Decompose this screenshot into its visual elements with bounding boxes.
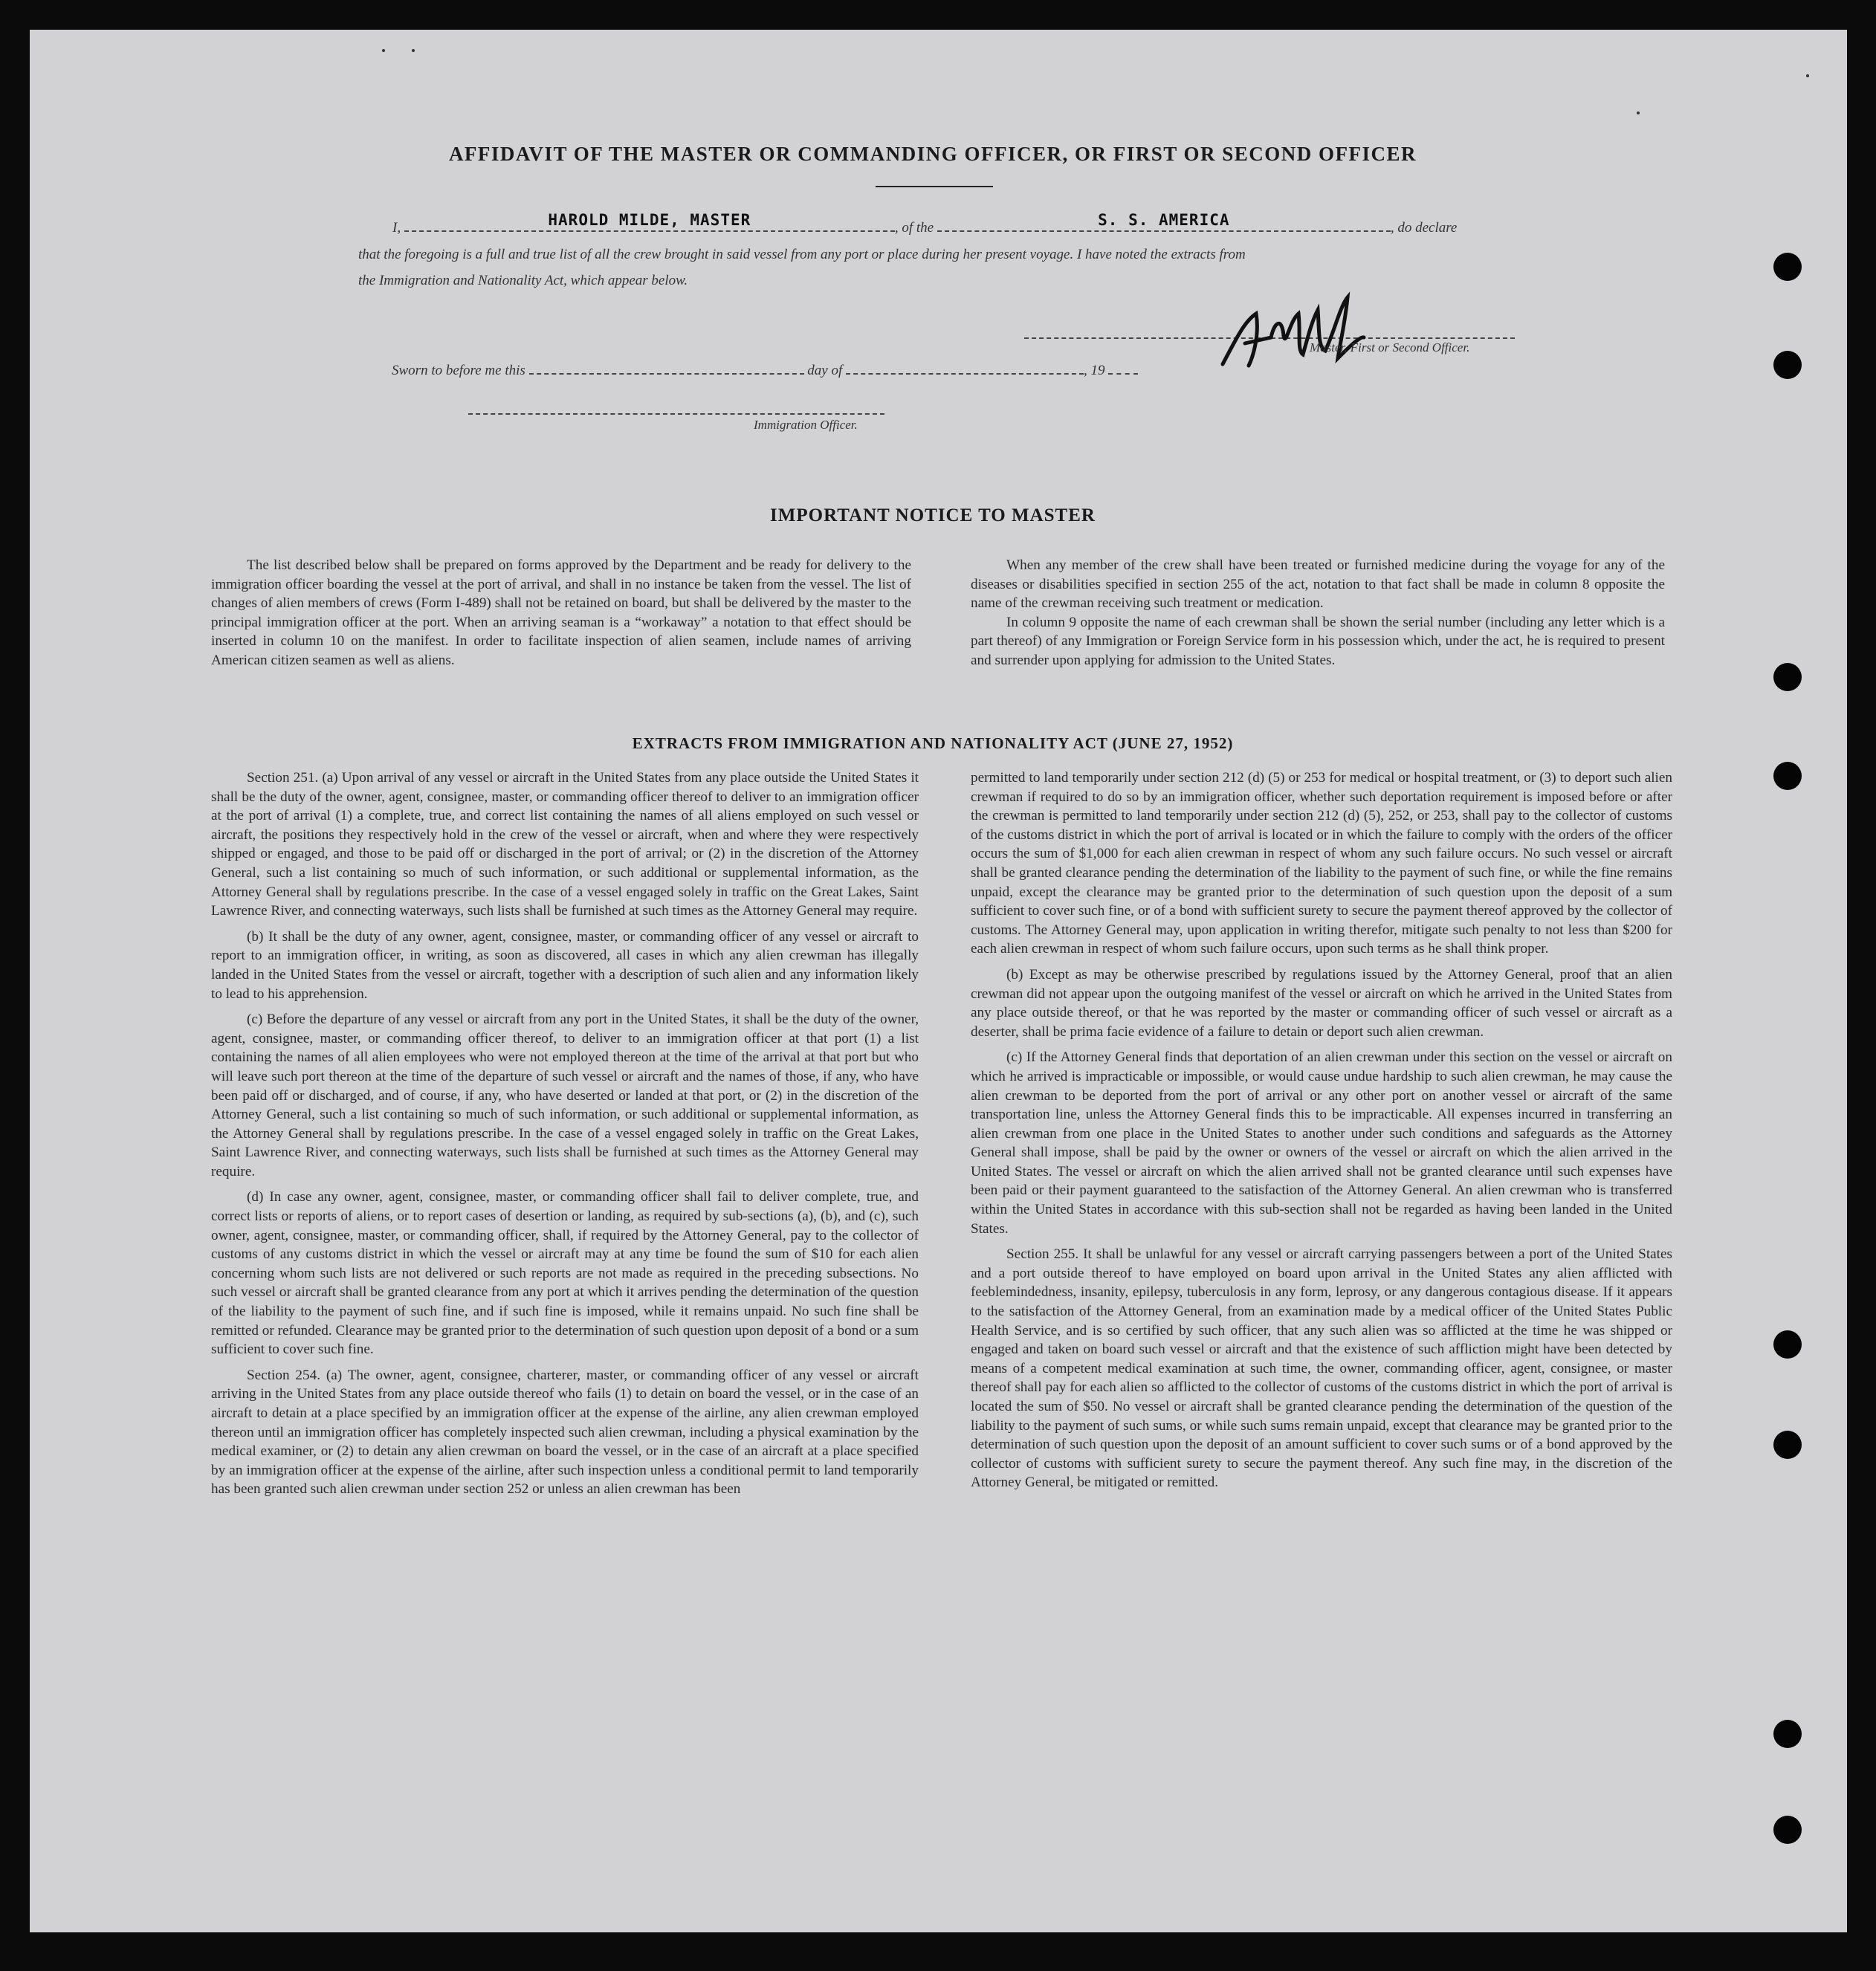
scan-speck xyxy=(382,49,385,52)
binder-hole xyxy=(1773,1330,1802,1359)
section-251-b: (b) It shall be the duty of any owner, agent, consignee, master, or commanding officer of any vessel or aircraft to report to an immigration officer, in writing, as soon as discovered, all cases in which any alien crewman has illegally landed in the United States from the vessel or aircraft, together with a description of such alien and any information likely to lead to his apprehension. xyxy=(211,928,919,1002)
extracts-left-column xyxy=(211,768,919,1506)
section-251-d: (d) In case any owner, agent, consignee, master, or commanding officer shall fail to deliver complete, true, and correct lists or reports of aliens, or to report cases of desertion or landing, as required by sub-sections (a), (b), and (c), such owner, agent, consignee, master, or commanding officer, shall, if required by the Attorney General, pay to the collector of customs of any customs district in which the vessel or aircraft may at any time be found the sum of $10 for each alien concerning whom such lists are not delivered or such reports are not made as required in the preceding subsections. No such vessel or aircraft shall be granted clearance from any port at which it arrives pending the determination of the question of the liability to the payment of such fine, and if such fine is imposed, while it remains unpaid. No such fine shall be remitted or refunded. Clearance may be granted prior to the determination of such question upon deposit of a bond or a sum sufficient to cover such fine. xyxy=(211,1189,919,1358)
section-251-c: (c) Before the departure of any vessel or aircraft from any port in the United States, it shall be the duty of the owner, agent, consignee, master, or commanding officer thereof, to deliver to an immigration officer at that port (1) a list containing the names of all alien employees who were not employed thereon at the time of the arrival at that port but who will leave such port thereon at the time of the departure of such vessel or aircraft and the names of those, if any, who have been paid off or discharged, and of course, if any, who have deserted or landed at that port, or (2) in the discretion of the Attorney General, such a list containing so much of such information, or such additional or supplemental information, as the Attorney General shall by regulations prescribe. In the case of a vessel engaged solely in traffic on the Great Lakes, Saint Lawrence River, and connecting waterways, such lists shall be furnished at such times as the Attorney General may require. xyxy=(211,1012,919,1179)
immigration-officer-line xyxy=(468,413,884,415)
master-name-field xyxy=(404,211,895,232)
binder-hole xyxy=(1773,663,1802,691)
notice-right-paragraph-2: In column 9 opposite the name of each crewman shall be shown the serial number (including any letter which is a part thereof) of any Immigration or Foreign Service form in his possession which, under the act, he is required to present and surrender upon applying for admission to the United States. xyxy=(971,614,1665,668)
title-divider xyxy=(876,186,993,187)
sworn-line xyxy=(392,363,1138,379)
binder-hole xyxy=(1773,1720,1802,1748)
section-254-a: Section 254. (a) The owner, agent, consignee, charterer, master, or commanding officer of any vessel or aircraft arriving in the United States from any place outside thereof who fails (1) to detain on board the vessel, or in the case of an aircraft to detain at a place specified by an immigration officer at the expense of the airline, any alien crewman employed thereon until an immigration officer has completely inspected such alien crewman, including a physical examination by the medical examiner, or (2) to detain any alien crewman on board the vessel, or in the case of an aircraft at a place specified by an immigration officer at the expense of the airline, after such inspection unless a conditional permit to land temporarily has been granted such alien crewman under section 252 or unless an alien crewman has been xyxy=(211,1367,919,1498)
extracts-right-column xyxy=(971,768,1672,1499)
section-251-a: Section 251. (a) Upon arrival of any vessel or aircraft in the United States from any place outside the United States it shall be the duty of the owner, agent, consignee, master, or commanding officer thereof to deliver to an immigration officer at the port of arrival (1) a complete, true, and correct list containing the names of all aliens employed on such vessel or aircraft, the positions they respectively hold in the crew of the vessel or aircraft, when and where they were respectively shipped or engaged, and those to be paid off or discharged in the port of arrival; or (2) in the discretion of the Attorney General, such a list containing so much of such information, or such additional or supplemental information, as the Attorney General shall by regulations prescribe. In the case of a vessel engaged solely in traffic on the Great Lakes, Saint Lawrence River, and connecting waterways, such lists shall be furnished at such times as the Attorney General may require. xyxy=(211,770,919,919)
prefix-i: I, xyxy=(392,220,401,236)
master-name-value: HAROLD MILDE, MASTER xyxy=(548,211,751,229)
document-page xyxy=(30,30,1847,1932)
binder-hole xyxy=(1773,762,1802,790)
section-255: Section 255. It shall be unlawful for any vessel or aircraft carrying passengers between a port of the United States and a port outside thereof to have employed on board upon arrival in the United States any alien afflicted with feeblemindedness, insanity, epilepsy, tuberculosis in any form, leprosy, or any dangerous contagious disease. If it appears to the satisfaction of the Attorney General, from an examination made by a medical officer of the United States Public Health Service, and is so certified by such officer, that any such alien was so afflicted at the time he was shipped or engaged and taken on board such vessel or aircraft and that the existence of such affliction might have been detected by means of a competent medical examination at such time, the owner, commanding officer, agent, consignee, or master thereof shall pay for each alien so afflicted to the collector of customs of the customs district in which the port of arrival is located the sum of $50. No vessel or aircraft shall be granted clearance pending the determination of the question of the liability to the payment of such sums, or while such sums remain unpaid, except that clearance may be granted prior to the determination of such question upon the deposit of an amount sufficient to cover such sums or of a bond approved by the collector of customs with sufficient surety to secure the payment thereof. Any such fine may, in the discretion of the Attorney General, be mitigated or remitted. xyxy=(971,1246,1672,1491)
notice-right-column xyxy=(971,556,1665,677)
signature-caption: Master, First or Second Officer. xyxy=(1310,340,1470,355)
immigration-officer-caption: Immigration Officer. xyxy=(754,418,858,432)
sworn-prefix: Sworn to before me this xyxy=(392,363,525,378)
master-signature xyxy=(1215,291,1386,381)
scan-speck xyxy=(1637,111,1640,114)
notice-left-column xyxy=(211,556,911,677)
binder-hole xyxy=(1773,351,1802,379)
extracts-title: EXTRACTS FROM IMMIGRATION AND NATIONALITY ACT (JUNE 27, 1952) xyxy=(632,734,1234,752)
of-the-label: , of the xyxy=(894,220,934,236)
binder-hole xyxy=(1773,253,1802,281)
day-of-label: day of xyxy=(807,363,843,378)
binder-hole xyxy=(1773,1816,1802,1844)
section-254-c: (c) If the Attorney General finds that deportation of an alien crewman under this section on the vessel or aircraft on which he arrived is impracticable or impossible, or would cause undue hardship to such alien crewman, he may cause the alien crewman to be deported from the port of arrival or any other port on another vessel or aircraft of the same transportation line, unless the Attorney General finds this to be impracticable. All expenses incurred in transferring an alien crewman from one place in the United States to another under such conditions and safeguards as the Attorney General shall impose, shall be paid by the owner or owners of the vessel or aircraft on which the alien arrived in the United States. The vessel or aircraft on which the alien arrived shall not be granted clearance until such expenses have been paid or their payment guaranteed to the satisfaction of the Attorney General. An alien crewman who is transferred within the United States in accordance with this sub-section shall not be regarded as having been landed in the United States. xyxy=(971,1049,1672,1237)
sworn-day-field xyxy=(529,363,804,375)
section-254-b: (b) Except as may be otherwise prescribed by regulations issued by the Attorney General, proof that an alien crewman did not appear upon the outgoing manifest of the vessel or aircraft on which he arrived in the United States from any place outside thereof, or that he was reported by the master or commanding officer of such vessel or aircraft as a deserter, shall be prima facie evidence of a failure to detain or deport such alien crewman. xyxy=(971,966,1672,1040)
notice-right-paragraph-1: When any member of the crew shall have been treated or furnished medicine during the voyage for any of the diseases or disabilities specified in section 255 of the act, notation to that fact shall be made in column 8 opposite the name of the crewman receiving such treatment or medication. xyxy=(971,557,1665,612)
declaration-line xyxy=(392,211,1458,236)
notice-left-paragraph: The list described below shall be prepared on forms approved by the Department and be ready for delivery to the immigration officer boarding the vessel at the port of arrival, and shall in no instance be taken from the vessel. The list of changes of alien members of crews (Form I-489) shall not be retained on board, but shall be delivered by the master to the principal immigration officer at the port. When an arriving seaman is a “workaway” a notation to that effect should be inserted in column 10 on the manifest. In order to facilitate inspection of alien seamen, include names of arriving American citizen seamen as well as aliens. xyxy=(211,557,911,668)
sworn-month-field xyxy=(846,363,1084,375)
vessel-name-value: S. S. AMERICA xyxy=(1098,211,1230,229)
year-prefix: , 19 xyxy=(1084,363,1105,378)
affidavit-title: AFFIDAVIT OF THE MASTER OR COMMANDING OFFICER, OR FIRST OR SECOND OFFICER xyxy=(448,143,1417,165)
scan-speck xyxy=(1806,74,1809,77)
scan-speck xyxy=(412,49,415,52)
sworn-year-field xyxy=(1108,363,1138,375)
do-declare-label: , do declare xyxy=(1390,220,1458,236)
vessel-name-field xyxy=(937,211,1391,232)
section-254-a-continued: permitted to land temporarily under section 212 (d) (5) or 253 for medical or hospital treatment, or (3) to deport such alien crewman if required to do so by an immigration officer, whether such deportation requirement is imposed before or after the crewman is permitted to land temporarily under section 212 (d) (5), 252, or 253, shall pay to the collector of customs of the customs district in which the port of arrival is located or in which the failure to comply with the orders of the officer occurs the sum of $1,000 for each alien crewman in respect of whom any such failure occurs. No such vessel or aircraft shall be granted clearance pending the determination of the liability to the payment of such fine, or while the fine remains unpaid, except the clearance may be granted prior to the determination of such question upon the deposit of a sum sufficient to cover such fine, or of a bond with sufficient surety to secure the payment thereof approved by the collector of customs. The Attorney General may, upon application in writing therefor, mitigate such penalty to not less than $200 for each alien crewman in respect of whom such failure occurs, upon such terms as he shall think proper. xyxy=(971,770,1672,957)
statement-line-1: that the foregoing is a full and true list of all the crew brought in said vessel from any port or place during her present voyage. I have noted the extracts from xyxy=(358,247,1246,262)
statement-line-2: the Immigration and Nationality Act, which appear below. xyxy=(358,273,688,288)
notice-title: IMPORTANT NOTICE TO MASTER xyxy=(770,505,1096,525)
binder-hole xyxy=(1773,1431,1802,1459)
